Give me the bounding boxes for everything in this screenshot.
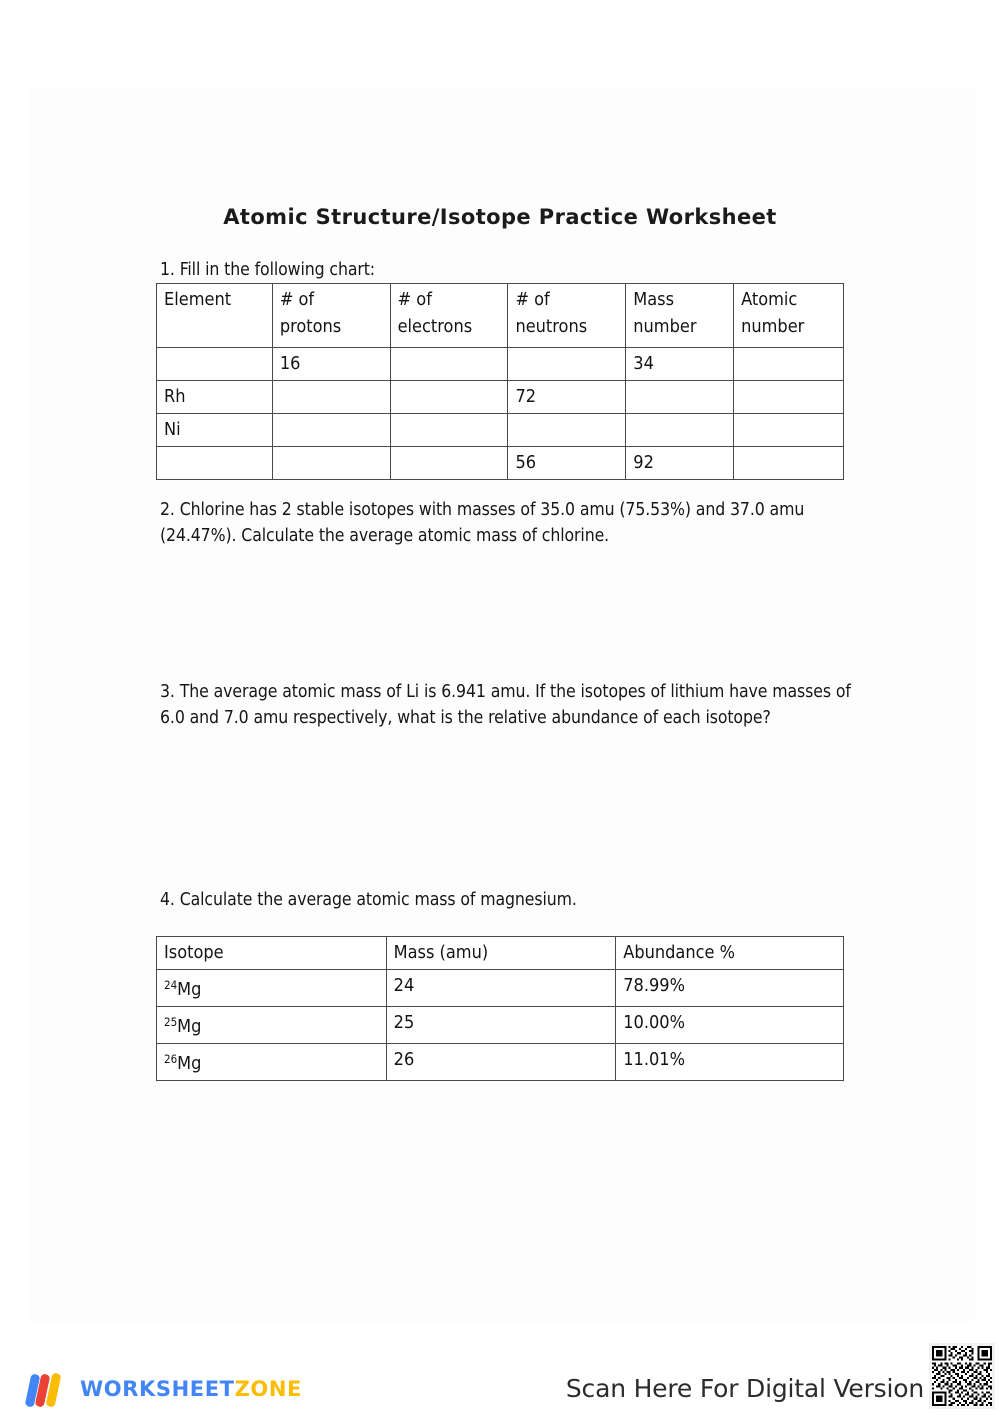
qr-code-icon[interactable] <box>929 1343 995 1409</box>
logo-wordmark <box>80 1377 302 1401</box>
header-line-1: # of <box>397 289 432 310</box>
cell-neutrons[interactable]: 72 <box>508 381 626 414</box>
cell-element[interactable]: Ni <box>157 414 273 447</box>
column-header-element <box>157 284 273 348</box>
cell-abundance: 10.00% <box>616 1007 844 1044</box>
isotope-symbol: Mg <box>177 1016 202 1037</box>
cell-mass-number[interactable]: 34 <box>626 348 734 381</box>
column-header-abundance: Abundance % <box>616 937 844 970</box>
column-header-mass-number <box>626 284 734 348</box>
cell-mass-number[interactable] <box>626 414 734 447</box>
table-row <box>157 1007 844 1044</box>
isotope-mass-superscript: 25 <box>164 1015 178 1029</box>
cell-mass: 25 <box>386 1007 616 1044</box>
table-row <box>157 1044 844 1081</box>
header-line-2: number <box>633 316 697 337</box>
cell-element[interactable] <box>157 348 273 381</box>
column-header-isotope: Isotope <box>157 937 387 970</box>
question-3-text: 3. The average atomic mass of Li is 6.941 amu. If the isotopes of lithium have masses of 6.0 and 7.0 amu respectively, what is the relative abundance of each isotope? <box>160 682 851 728</box>
header-line-2: neutrons <box>515 316 588 337</box>
scan-here-label: Scan Here For Digital Version <box>565 1374 924 1403</box>
header-line-2: electrons <box>397 316 473 337</box>
cell-isotope <box>157 970 387 1007</box>
isotope-mass-superscript: 24 <box>164 978 178 992</box>
header-line-1: Mass <box>633 289 675 310</box>
cell-isotope <box>157 1044 387 1081</box>
table-row <box>157 348 844 381</box>
table-header-row <box>157 937 844 970</box>
column-header-protons <box>272 284 390 348</box>
header-line-2: protons <box>279 316 342 337</box>
header-line-2: number <box>741 316 805 337</box>
cell-electrons[interactable] <box>390 348 508 381</box>
page-title: Atomic Structure/Isotope Practice Worksheet <box>223 205 777 229</box>
cell-atomic-number[interactable] <box>734 447 844 480</box>
table-row <box>157 414 844 447</box>
magnesium-isotope-table <box>156 936 844 1081</box>
logo-word-worksheet: WORKSHEET <box>80 1377 235 1401</box>
cell-atomic-number[interactable] <box>734 348 844 381</box>
isotope-mass-superscript: 26 <box>164 1052 178 1066</box>
header-line-1: # of <box>515 289 550 310</box>
cell-mass-number[interactable] <box>626 381 734 414</box>
worksheet-zone-logo[interactable] <box>27 1368 302 1410</box>
question-4-text: 4. Calculate the average atomic mass of magnesium. <box>160 890 577 910</box>
cell-abundance: 78.99% <box>616 970 844 1007</box>
cell-neutrons[interactable] <box>508 414 626 447</box>
table-row <box>157 970 844 1007</box>
element-chart-table <box>156 283 844 480</box>
cell-protons[interactable] <box>272 381 390 414</box>
cell-mass: 26 <box>386 1044 616 1081</box>
column-header-mass-amu: Mass (amu) <box>386 937 616 970</box>
header-line-1: # of <box>279 289 315 310</box>
cell-electrons[interactable] <box>390 414 508 447</box>
cell-abundance: 11.01% <box>616 1044 844 1081</box>
column-header-atomic-number <box>734 284 844 348</box>
cell-protons[interactable] <box>272 447 390 480</box>
table-row <box>157 381 844 414</box>
cell-atomic-number[interactable] <box>734 414 844 447</box>
header-line-1: Element <box>164 289 232 310</box>
cell-mass: 24 <box>386 970 616 1007</box>
header-line-1: Atomic <box>741 289 798 310</box>
column-header-electrons <box>390 284 508 348</box>
table-header-row <box>157 284 844 348</box>
column-header-neutrons <box>508 284 626 348</box>
isotope-symbol: Mg <box>177 979 202 1000</box>
cell-neutrons[interactable] <box>508 348 626 381</box>
logo-word-zone: ZONE <box>234 1377 302 1401</box>
cell-electrons[interactable] <box>390 447 508 480</box>
cell-protons[interactable]: 16 <box>272 348 390 381</box>
cell-element[interactable]: Rh <box>157 381 273 414</box>
cell-mass-number[interactable]: 92 <box>626 447 734 480</box>
cell-electrons[interactable] <box>390 381 508 414</box>
cell-neutrons[interactable]: 56 <box>508 447 626 480</box>
logo-w-mark-icon <box>27 1372 71 1406</box>
cell-isotope <box>157 1007 387 1044</box>
table-row <box>157 447 844 480</box>
cell-atomic-number[interactable] <box>734 381 844 414</box>
isotope-symbol: Mg <box>177 1053 202 1074</box>
question-1-text: 1. Fill in the following chart: <box>160 260 376 280</box>
cell-element[interactable] <box>157 447 273 480</box>
cell-protons[interactable] <box>272 414 390 447</box>
question-2-text: 2. Chlorine has 2 stable isotopes with masses of 35.0 amu (75.53%) and 37.0 amu (24.47%). Calculate the average atomic mass of chlorine. <box>160 500 805 546</box>
